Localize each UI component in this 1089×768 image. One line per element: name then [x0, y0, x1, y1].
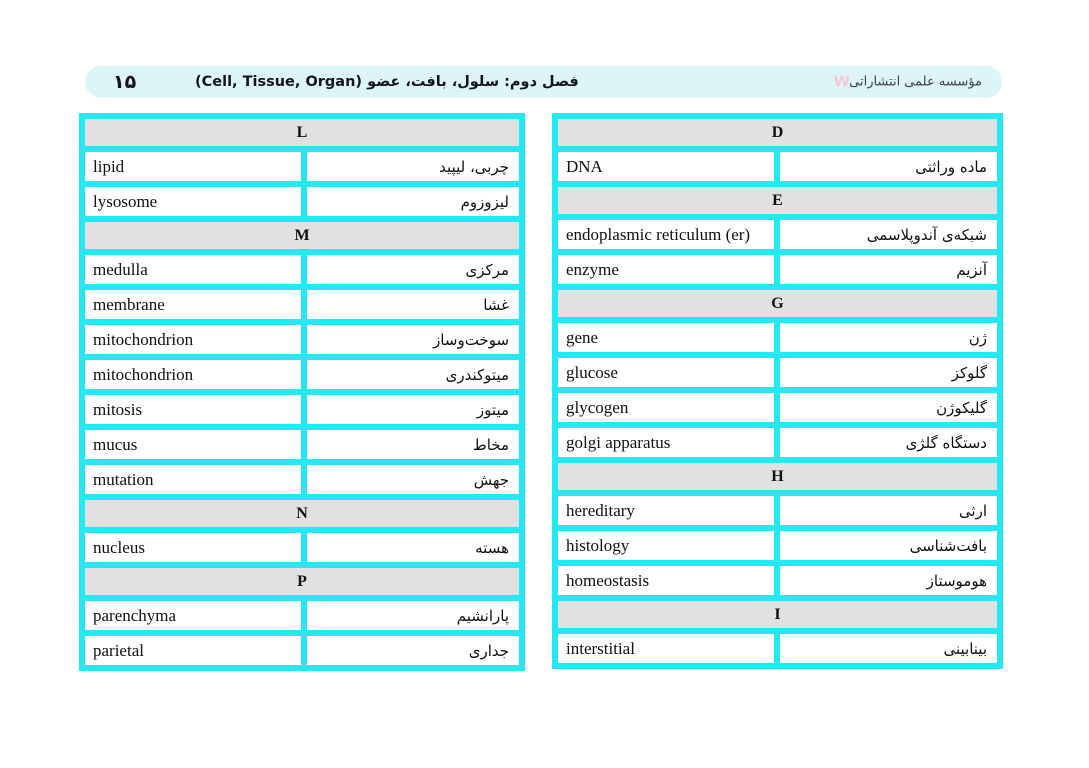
glossary-row: [82, 462, 522, 497]
letter-section-header: [555, 116, 1000, 149]
glossary-row: [82, 184, 522, 219]
letter-section-header: [555, 287, 1000, 320]
page-number: ۱۵: [113, 71, 137, 93]
glossary-row: [555, 528, 1000, 563]
term-english: glucose: [555, 355, 777, 390]
term-english: mitochondrion: [82, 322, 304, 357]
letter-label: I: [555, 598, 1000, 631]
term-english: mutation: [82, 462, 304, 497]
term-english: enzyme: [555, 252, 777, 287]
publisher-watermark-icon: W: [833, 72, 850, 91]
term-english: parenchyma: [82, 598, 304, 633]
term-english: DNA: [555, 149, 777, 184]
term-english: endoplasmic reticulum (er): [555, 217, 777, 252]
term-persian: مرکزی: [304, 252, 522, 287]
term-persian: بافت‌شناسی: [777, 528, 1000, 563]
glossary-row: [82, 598, 522, 633]
letter-section-header: [555, 598, 1000, 631]
glossary-row: [82, 427, 522, 462]
glossary-body-left: [82, 116, 522, 668]
term-english: lipid: [82, 149, 304, 184]
term-persian: جهش: [304, 462, 522, 497]
term-persian: هوموستاز: [777, 563, 1000, 598]
glossary-row: [555, 563, 1000, 598]
publisher-name: مؤسسه علمی انتشاراتی: [849, 74, 982, 90]
term-english: histology: [555, 528, 777, 563]
glossary-row: [555, 320, 1000, 355]
term-english: membrane: [82, 287, 304, 322]
glossary-row: [555, 493, 1000, 528]
glossary-row: [82, 287, 522, 322]
letter-label: L: [82, 116, 522, 149]
glossary-row: [555, 252, 1000, 287]
glossary-row: [82, 530, 522, 565]
term-persian: آنزیم: [777, 252, 1000, 287]
letter-section-header: [555, 184, 1000, 217]
letter-label: G: [555, 287, 1000, 320]
letter-label: N: [82, 497, 522, 530]
glossary-row: [82, 633, 522, 668]
glossary-row: [82, 149, 522, 184]
letter-section-header: [555, 460, 1000, 493]
term-english: medulla: [82, 252, 304, 287]
glossary-row: [555, 355, 1000, 390]
glossary-table-right: [552, 113, 1003, 669]
chapter-title: فصل دوم: سلول، بافت، عضو (Cell, Tissue, Organ): [195, 74, 579, 90]
glossary-row: [82, 357, 522, 392]
term-persian: سوخت‌وساز: [304, 322, 522, 357]
term-english: mitosis: [82, 392, 304, 427]
term-persian: لیزوزوم: [304, 184, 522, 219]
term-english: homeostasis: [555, 563, 777, 598]
term-english: nucleus: [82, 530, 304, 565]
term-persian: شبکه‌ی آندوپلاسمی: [777, 217, 1000, 252]
term-english: parietal: [82, 633, 304, 668]
glossary-row: [555, 390, 1000, 425]
term-persian: بینابینی: [777, 631, 1000, 666]
term-persian: پارانشیم: [304, 598, 522, 633]
term-persian: غشا: [304, 287, 522, 322]
term-english: lysosome: [82, 184, 304, 219]
page-header-band: [85, 66, 1002, 98]
term-english: hereditary: [555, 493, 777, 528]
glossary-row: [555, 425, 1000, 460]
term-english: mucus: [82, 427, 304, 462]
term-persian: جداری: [304, 633, 522, 668]
glossary-row: [82, 392, 522, 427]
term-english: interstitial: [555, 631, 777, 666]
glossary-row: [82, 252, 522, 287]
term-persian: چربی، لیپید: [304, 149, 522, 184]
letter-label: M: [82, 219, 522, 252]
glossary-body-right: [555, 116, 1000, 666]
term-persian: مخاط: [304, 427, 522, 462]
glossary-row: [82, 322, 522, 357]
term-english: glycogen: [555, 390, 777, 425]
glossary-row: [555, 631, 1000, 666]
term-persian: گلیکوژن: [777, 390, 1000, 425]
letter-section-header: [82, 497, 522, 530]
glossary-table-left: [79, 113, 525, 671]
letter-label: P: [82, 565, 522, 598]
term-persian: ارثی: [777, 493, 1000, 528]
letter-section-header: [82, 565, 522, 598]
term-english: golgi apparatus: [555, 425, 777, 460]
glossary-row: [555, 149, 1000, 184]
term-persian: هسته: [304, 530, 522, 565]
term-persian: میتوز: [304, 392, 522, 427]
letter-label: H: [555, 460, 1000, 493]
term-english: mitochondrion: [82, 357, 304, 392]
term-persian: میتوکندری: [304, 357, 522, 392]
letter-section-header: [82, 116, 522, 149]
glossary-row: [555, 217, 1000, 252]
term-english: gene: [555, 320, 777, 355]
letter-label: E: [555, 184, 1000, 217]
letter-section-header: [82, 219, 522, 252]
term-persian: ژن: [777, 320, 1000, 355]
term-persian: گلوکز: [777, 355, 1000, 390]
term-persian: ماده وراثتی: [777, 149, 1000, 184]
term-persian: دستگاه گلژی: [777, 425, 1000, 460]
letter-label: D: [555, 116, 1000, 149]
